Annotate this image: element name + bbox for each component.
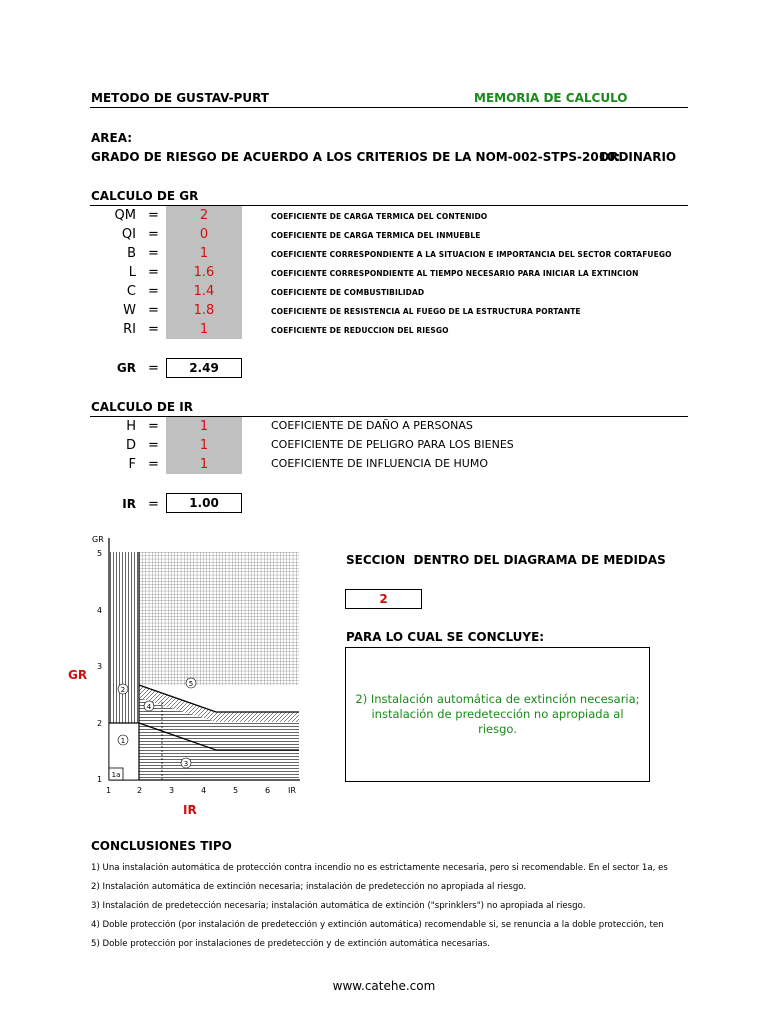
coef-value[interactable]: 1 xyxy=(166,436,242,455)
memoria-label: MEMORIA DE CALCULO xyxy=(474,91,628,105)
coef-symbol: RI xyxy=(123,322,136,337)
conclusiones-tipo-title: CONCLUSIONES TIPO xyxy=(91,839,232,853)
coef-description: COEFICIENTE CORRESPONDIENTE A LA SITUACION E IMPORTANCIA DEL SECTOR CORTAFUEGO xyxy=(271,250,672,259)
zone-3-region xyxy=(139,698,299,780)
conclusion-item: 5) Doble protección por instalaciones de predetección y de extinción automática necesarias. xyxy=(91,939,491,949)
ir-result-box: 1.00 xyxy=(166,493,242,513)
y-tick: 4 xyxy=(97,606,103,615)
equals-sign: = xyxy=(148,361,159,376)
conclusion-title: PARA LO CUAL SE CONCLUYE: xyxy=(346,630,545,644)
zone-label-4: 4 xyxy=(146,703,152,711)
document-title: METODO DE GUSTAV-PURT xyxy=(91,91,269,105)
coef-value[interactable]: 1 xyxy=(166,244,242,263)
coef-description: COEFICIENTE DE CARGA TERMICA DEL CONTENIDO xyxy=(271,212,488,221)
coef-description: COEFICIENTE DE INFLUENCIA DE HUMO xyxy=(271,457,488,470)
gr-result-box: 2.49 xyxy=(166,358,242,378)
coef-symbol: W xyxy=(123,303,136,318)
coef-description: COEFICIENTE DE CARGA TERMICA DEL INMUEBLE xyxy=(271,231,481,240)
coef-value[interactable]: 0 xyxy=(166,225,242,244)
diagram-gr-label: GR xyxy=(68,668,88,682)
zone-5-region xyxy=(139,552,299,685)
x-tick: 6 xyxy=(265,786,271,795)
coef-value[interactable]: 1 xyxy=(166,455,242,474)
conclusion-item: 2) Instalación automática de extinción necesaria; instalación de predetección no apropiada al riesgo. xyxy=(91,882,527,892)
equals-sign: = xyxy=(148,457,159,472)
coef-value[interactable]: 1 xyxy=(166,320,242,339)
gr-result-symbol: GR xyxy=(116,361,136,375)
seccion-value-box: 2 xyxy=(345,589,422,609)
coef-value[interactable]: 1.8 xyxy=(166,301,242,320)
coef-symbol: QM xyxy=(114,208,136,223)
x-tick: 5 xyxy=(233,786,239,795)
coef-description: COEFICIENTE DE REDUCCION DEL RIESGO xyxy=(271,326,449,335)
zone-label-1: 1 xyxy=(120,737,126,745)
area-label: AREA: xyxy=(91,131,133,145)
coef-description: COEFICIENTE DE RESISTENCIA AL FUEGO DE LA ESTRUCTURA PORTANTE xyxy=(271,307,581,316)
y-tick: 1 xyxy=(97,775,103,784)
x-tick: 1 xyxy=(106,786,112,795)
axis-title-x: IR xyxy=(288,786,296,795)
diagram-ir-label: IR xyxy=(183,803,197,817)
conclusion-item: 4) Doble protección (por instalación de predetección y extinción automática) recomendable si, se renuncia a la doble protección, ten xyxy=(91,920,664,930)
coef-symbol: H xyxy=(126,419,136,434)
axis-title-y: GR xyxy=(92,535,104,544)
coef-symbol: D xyxy=(125,438,136,453)
ir-section-title: CALCULO DE IR xyxy=(91,400,193,414)
gustav-purt-diagram xyxy=(88,530,308,800)
equals-sign: = xyxy=(148,265,159,280)
gr-section-title: CALCULO DE GR xyxy=(91,189,199,203)
equals-sign: = xyxy=(148,284,159,299)
equals-sign: = xyxy=(148,246,159,261)
coef-value[interactable]: 1.6 xyxy=(166,263,242,282)
coef-description: COEFICIENTE DE COMBUSTIBILIDAD xyxy=(271,288,425,297)
y-tick: 5 xyxy=(97,549,103,558)
y-tick: 2 xyxy=(97,719,103,728)
coef-value[interactable]: 2 xyxy=(166,206,242,225)
equals-sign: = xyxy=(148,227,159,242)
conclusion-text: 2) Instalación automática de extinción necesaria; instalación de predetección no apropiada al riesgo. xyxy=(355,692,640,736)
x-tick: 2 xyxy=(137,786,143,795)
conclusion-item: 3) Instalación de predetección necesaria; instalación automática de extinción ("sprinklers") no apropiada al riesgo. xyxy=(91,901,586,911)
x-tick: 4 xyxy=(201,786,207,795)
coef-symbol: QI xyxy=(121,227,136,242)
seccion-title: SECCION DENTRO DEL DIAGRAMA DE MEDIDAS xyxy=(346,553,666,567)
grado-value: ORDINARIO xyxy=(599,150,677,164)
coef-symbol: C xyxy=(126,284,136,299)
equals-sign: = xyxy=(148,208,159,223)
zone-2-region xyxy=(109,552,139,723)
equals-sign: = xyxy=(148,303,159,318)
grado-label: GRADO DE RIESGO DE ACUERDO A LOS CRITERIOS DE LA NOM-002-STPS-2010: xyxy=(91,150,621,164)
x-tick: 3 xyxy=(169,786,175,795)
coef-symbol: F xyxy=(128,457,136,472)
coef-value[interactable]: 1.4 xyxy=(166,282,242,301)
coef-description: COEFICIENTE CORRESPONDIENTE AL TIEMPO NECESARIO PARA INICIAR LA EXTINCION xyxy=(271,269,639,278)
coef-description: COEFICIENTE DE DAÑO A PERSONAS xyxy=(271,419,473,432)
header-rule xyxy=(90,107,688,108)
zone-label-3: 3 xyxy=(183,760,189,768)
coef-symbol: L xyxy=(128,265,136,280)
coef-value[interactable]: 1 xyxy=(166,417,242,436)
equals-sign: = xyxy=(148,438,159,453)
coef-description: COEFICIENTE DE PELIGRO PARA LOS BIENES xyxy=(271,438,514,451)
conclusion-item: 1) Una instalación automática de protección contra incendio no es estrictamente necesaria, pero si recomendable. En el sector 1a, es xyxy=(91,863,668,873)
y-tick: 3 xyxy=(97,662,103,671)
conclusion-box xyxy=(345,647,650,782)
equals-sign: = xyxy=(148,419,159,434)
zone-label-1a: 1a xyxy=(111,771,121,779)
zone-label-5: 5 xyxy=(188,680,194,688)
coef-symbol: B xyxy=(127,246,136,261)
equals-sign: = xyxy=(148,322,159,337)
equals-sign: = xyxy=(148,497,159,512)
footer-url[interactable]: www.catehe.com xyxy=(332,979,436,993)
zone-label-2: 2 xyxy=(120,686,126,694)
ir-result-symbol: IR xyxy=(122,497,136,511)
